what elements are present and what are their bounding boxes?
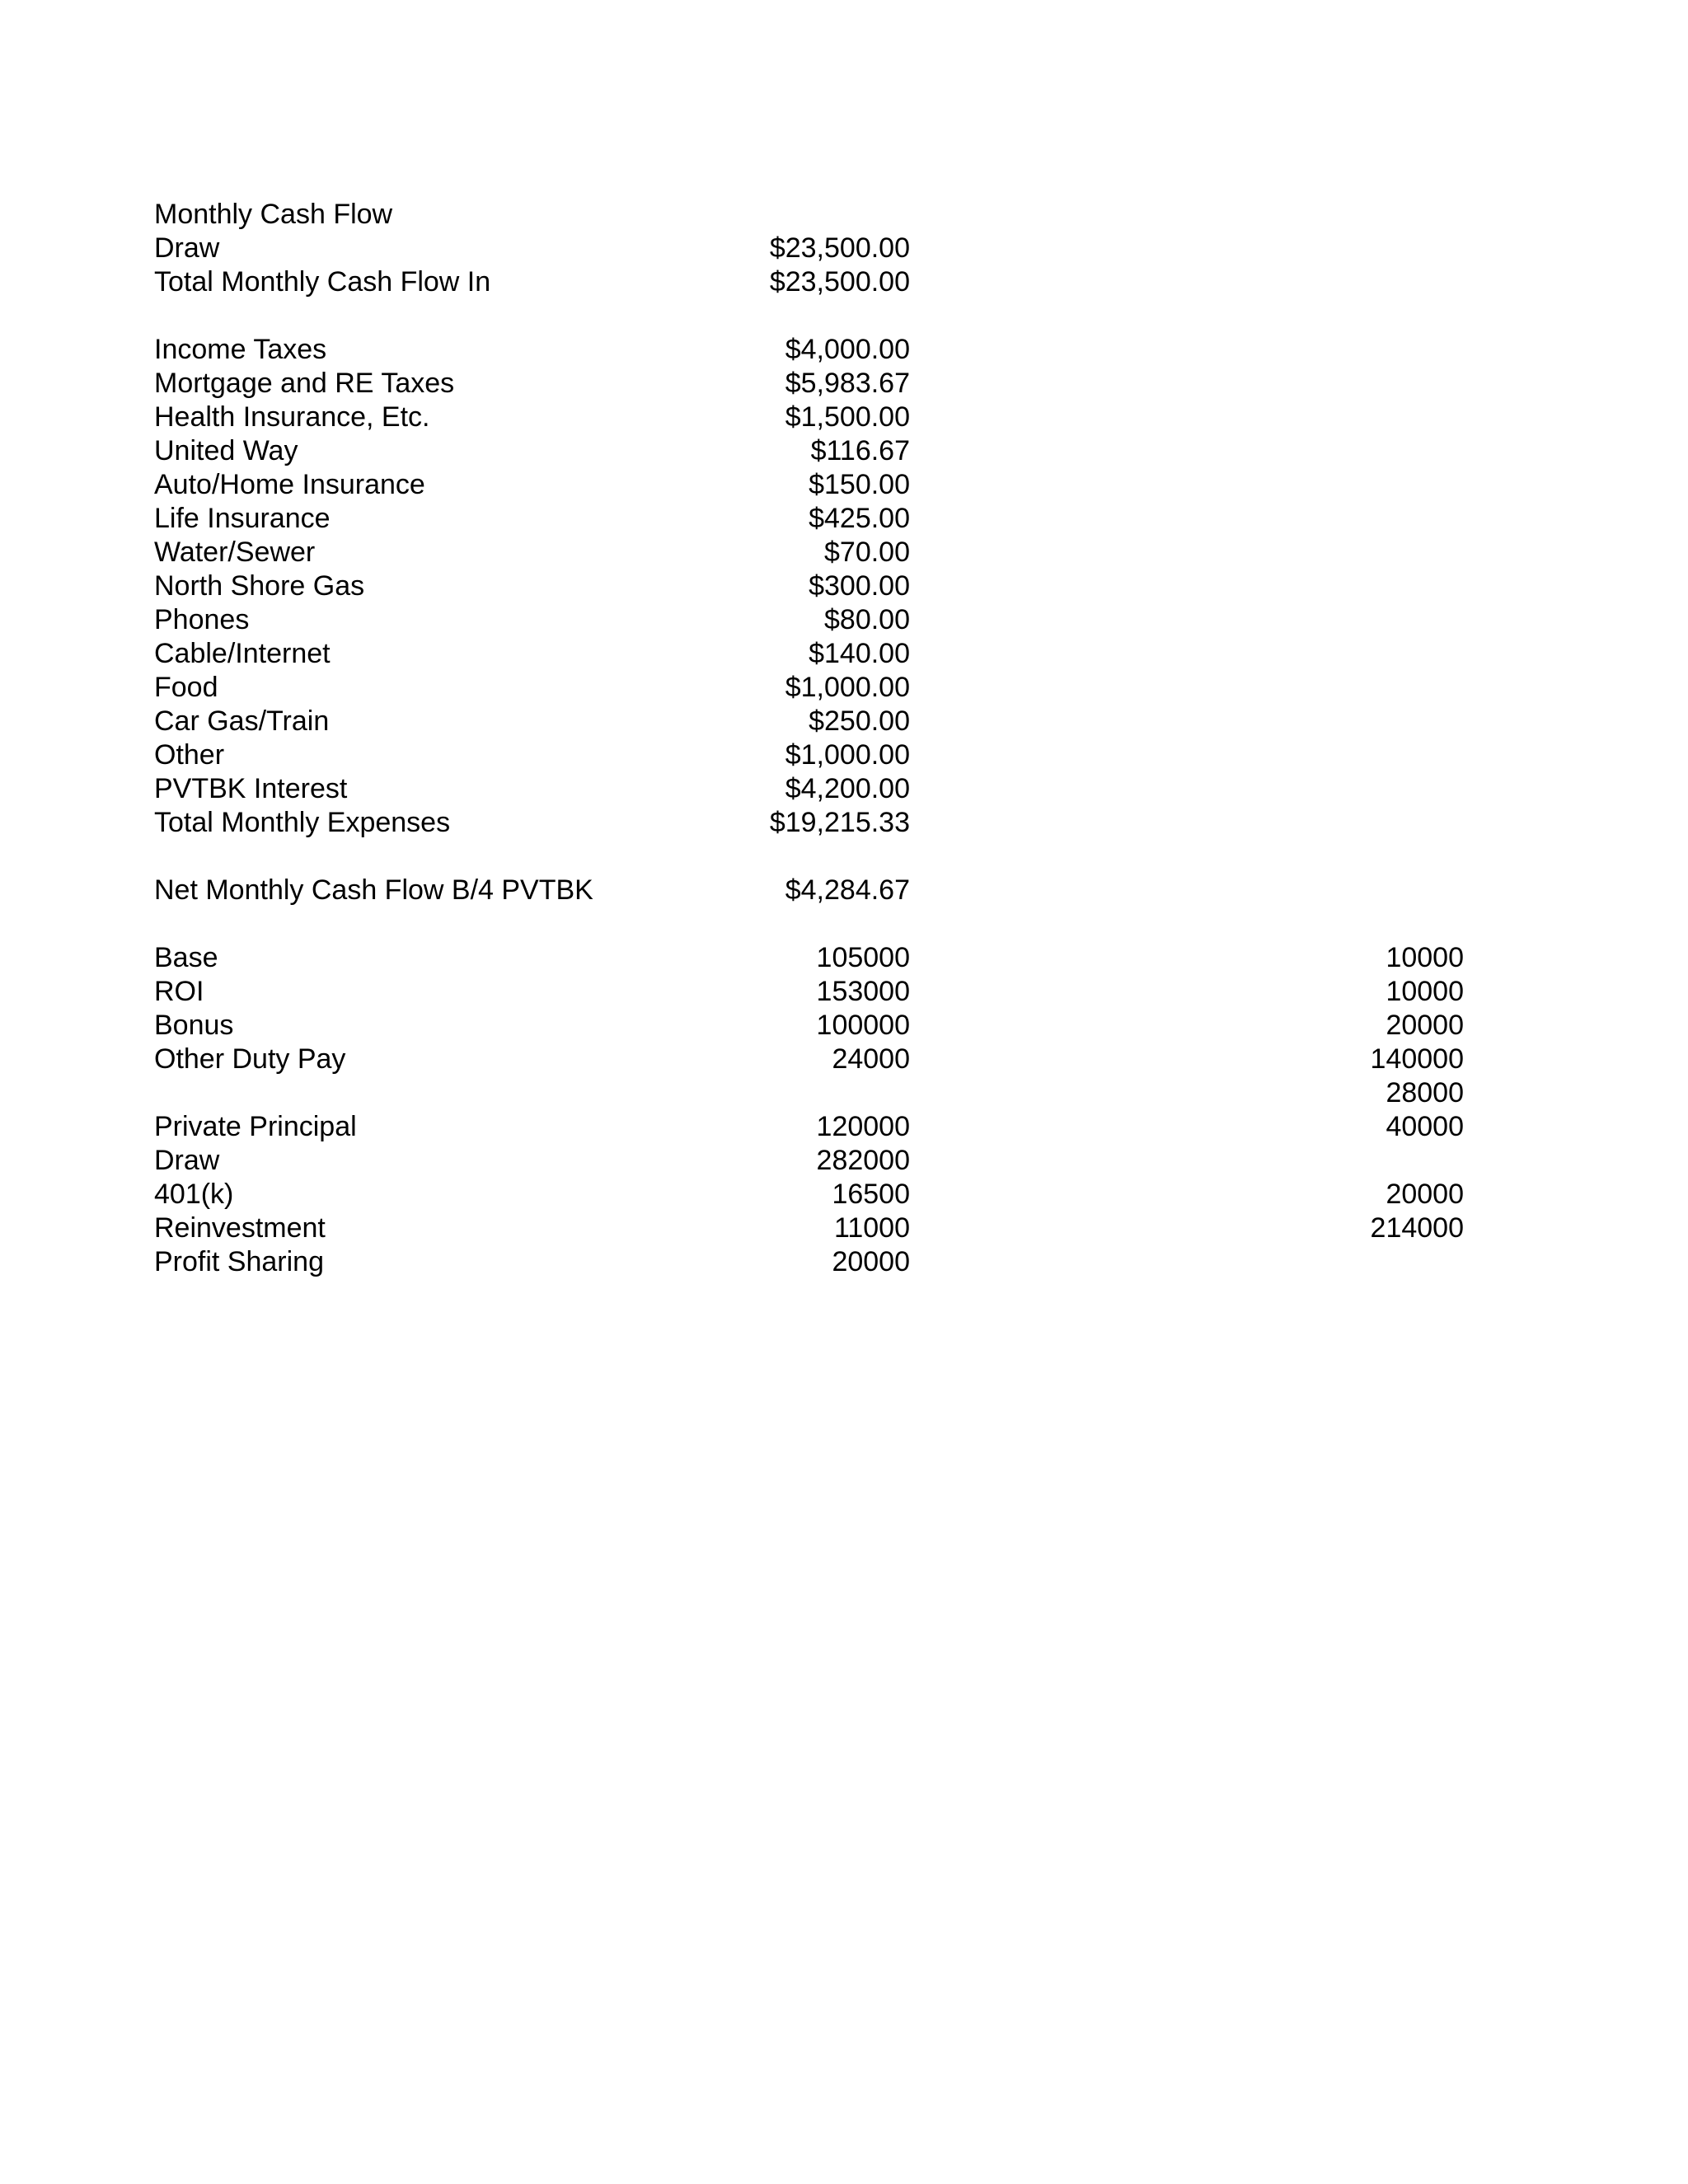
expense-row <box>0 401 1688 434</box>
annual-row <box>0 1212 1688 1245</box>
annual-value: 16500 <box>832 1179 910 1210</box>
expense-row <box>0 333 1688 367</box>
annual-label: Private Principal <box>154 1111 357 1142</box>
annual-value: 153000 <box>816 976 910 1007</box>
total-expenses-row <box>0 806 1688 840</box>
row-label: Draw <box>154 232 220 264</box>
row-value: $23,500.00 <box>769 232 910 264</box>
expense-value: $4,000.00 <box>785 334 910 365</box>
expense-value: $80.00 <box>824 604 910 635</box>
expense-label: Health Insurance, Etc. <box>154 401 430 433</box>
annual-row <box>0 975 1688 1009</box>
row-value: $23,500.00 <box>769 266 910 298</box>
annual-row <box>0 1009 1688 1043</box>
annual-row <box>0 1144 1688 1178</box>
expense-label: North Shore Gas <box>154 570 365 602</box>
expense-row <box>0 772 1688 806</box>
annual-value-2: 10000 <box>1386 976 1464 1007</box>
cash-in-total-row <box>0 265 1688 299</box>
cash-in-draw-row <box>0 232 1688 265</box>
expense-label: Car Gas/Train <box>154 705 330 737</box>
expense-label: Phones <box>154 604 250 635</box>
annual-value-2: 28000 <box>1386 1077 1464 1108</box>
expense-value: $425.00 <box>809 503 910 534</box>
total-expenses-value: $19,215.33 <box>769 807 910 838</box>
expense-label: Other <box>154 739 225 771</box>
expense-value: $140.00 <box>809 638 910 669</box>
expense-value: $250.00 <box>809 705 910 737</box>
annual-value-2: 214000 <box>1370 1212 1464 1244</box>
expense-row <box>0 434 1688 468</box>
expense-value: $70.00 <box>824 537 910 568</box>
annual-label: Other Duty Pay <box>154 1043 346 1075</box>
annual-value-2: 20000 <box>1386 1010 1464 1041</box>
expense-value: $4,200.00 <box>785 773 910 804</box>
sheet-title: Monthly Cash Flow <box>154 199 393 230</box>
expense-value: $1,000.00 <box>785 672 910 703</box>
expense-label: United Way <box>154 435 298 466</box>
net-cash-flow-row <box>0 874 1688 907</box>
annual-row <box>0 1076 1688 1110</box>
row-label: Total Monthly Cash Flow In <box>154 266 491 298</box>
annual-value: 24000 <box>832 1043 910 1075</box>
annual-row <box>0 941 1688 975</box>
annual-value-2: 10000 <box>1386 942 1464 973</box>
expense-label: Cable/Internet <box>154 638 331 669</box>
expense-label: PVTBK Interest <box>154 773 348 804</box>
annual-row <box>0 1110 1688 1144</box>
expense-row <box>0 569 1688 603</box>
title-row <box>0 198 1688 232</box>
annual-label: ROI <box>154 976 204 1007</box>
annual-value: 282000 <box>816 1145 910 1176</box>
expense-row <box>0 502 1688 536</box>
annual-label: Bonus <box>154 1010 234 1041</box>
expense-value: $150.00 <box>809 469 910 500</box>
expense-value: $5,983.67 <box>785 368 910 399</box>
expense-label: Mortgage and RE Taxes <box>154 368 455 399</box>
expense-row <box>0 637 1688 671</box>
expense-row <box>0 536 1688 569</box>
net-cash-flow-label: Net Monthly Cash Flow B/4 PVTBK <box>154 874 593 906</box>
annual-row <box>0 1043 1688 1076</box>
expense-row <box>0 603 1688 637</box>
annual-label: Draw <box>154 1145 220 1176</box>
annual-row <box>0 1245 1688 1279</box>
expense-value: $116.67 <box>810 435 910 466</box>
expense-value: $1,000.00 <box>785 739 910 771</box>
annual-value-2: 140000 <box>1370 1043 1464 1075</box>
annual-label: Reinvestment <box>154 1212 326 1244</box>
expense-value: $300.00 <box>809 570 910 602</box>
expense-row <box>0 367 1688 401</box>
annual-label: 401(k) <box>154 1179 234 1210</box>
annual-value-2: 40000 <box>1386 1111 1464 1142</box>
annual-row <box>0 1178 1688 1212</box>
annual-value: 11000 <box>833 1212 910 1244</box>
expense-row <box>0 738 1688 772</box>
annual-value: 105000 <box>816 942 910 973</box>
annual-label: Base <box>154 942 218 973</box>
expense-label: Auto/Home Insurance <box>154 469 425 500</box>
expense-row <box>0 671 1688 705</box>
net-cash-flow-value: $4,284.67 <box>785 874 910 906</box>
annual-value: 20000 <box>832 1246 910 1277</box>
total-expenses-label: Total Monthly Expenses <box>154 807 451 838</box>
expense-value: $1,500.00 <box>785 401 910 433</box>
annual-label: Profit Sharing <box>154 1246 324 1277</box>
annual-value: 100000 <box>816 1010 910 1041</box>
expense-label: Water/Sewer <box>154 537 316 568</box>
annual-value: 120000 <box>816 1111 910 1142</box>
expense-label: Income Taxes <box>154 334 327 365</box>
expense-row <box>0 705 1688 738</box>
annual-value-2: 20000 <box>1386 1179 1464 1210</box>
expense-label: Life Insurance <box>154 503 331 534</box>
expense-row <box>0 468 1688 502</box>
expense-label: Food <box>154 672 218 703</box>
